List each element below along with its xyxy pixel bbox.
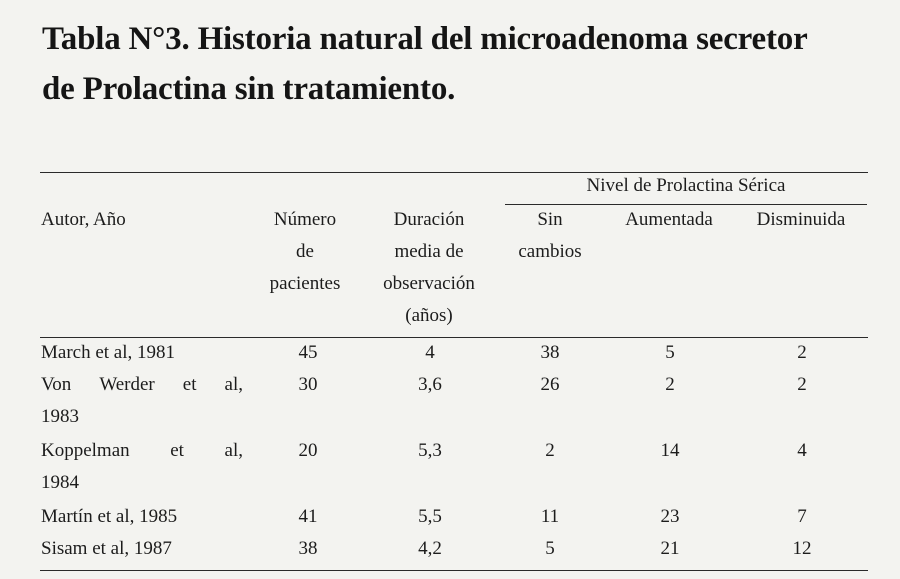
row-2-autor-line-1 — [41, 369, 243, 401]
row-2-autor-word-1: Von — [41, 374, 72, 395]
row-5-duracion: 4,2 — [418, 538, 442, 559]
row-3-autor-line-1 — [41, 435, 243, 467]
header-sin-cambios-line-1: Sin — [537, 209, 563, 230]
row-1-duracion: 4 — [425, 342, 435, 363]
header-numero-line-2: de — [296, 241, 314, 262]
row-2-aumentada: 2 — [665, 374, 675, 395]
row-3-aumentada: 14 — [660, 440, 680, 461]
row-2-autor-word-3: et — [182, 374, 197, 395]
row-2-numero: 30 — [298, 374, 318, 395]
header-sin-cambios — [505, 204, 595, 268]
row-4-disminuida: 7 — [797, 506, 807, 527]
header-disminuida: Disminuida — [756, 209, 846, 230]
header-numero-line-1: Número — [273, 209, 337, 230]
row-2-autor-line-2: 1983 — [41, 406, 79, 427]
row-3-autor-word-2: et — [170, 440, 184, 461]
header-duracion-line-4: (años) — [405, 305, 453, 326]
row-1-sin-cambios: 38 — [540, 342, 560, 363]
row-2-disminuida: 2 — [797, 374, 807, 395]
row-3-sin-cambios: 2 — [545, 440, 555, 461]
row-4-numero: 41 — [298, 506, 318, 527]
row-2-autor-word-4: al, — [224, 374, 243, 395]
row-4-autor: Martín et al, 1985 — [41, 506, 178, 527]
header-nivel-prolactina: Nivel de Prolactina Sérica — [586, 175, 786, 196]
row-3-autor-line-2: 1984 — [41, 472, 79, 493]
table-title-line-2: de Prolactina sin tratamiento. — [42, 71, 456, 107]
header-autor: Autor, Año — [41, 209, 126, 230]
table-bottom-rule — [40, 570, 868, 571]
header-aumentada: Aumentada — [625, 209, 713, 230]
header-duracion — [360, 204, 498, 332]
row-1-autor: March et al, 1981 — [41, 342, 176, 363]
row-5-numero: 38 — [298, 538, 318, 559]
row-2-sin-cambios: 26 — [540, 374, 560, 395]
row-2-autor — [41, 369, 243, 433]
header-numero-pacientes — [255, 204, 355, 300]
header-sin-cambios-line-2: cambios — [518, 241, 582, 262]
row-4-aumentada: 23 — [660, 506, 680, 527]
row-3-autor-word-1: Koppelman — [41, 440, 130, 461]
row-2-duracion: 3,6 — [418, 374, 442, 395]
header-duracion-line-2: media de — [394, 241, 464, 262]
header-duracion-line-1: Duración — [393, 209, 465, 230]
row-1-aumentada: 5 — [665, 342, 675, 363]
table-title-line-1: Tabla N°3. Historia natural del microadenoma secretor — [42, 21, 808, 57]
header-duracion-line-3: observación — [383, 273, 475, 294]
row-4-duracion: 5,5 — [418, 506, 442, 527]
row-3-disminuida: 4 — [797, 440, 807, 461]
row-1-numero: 45 — [298, 342, 318, 363]
row-3-duracion: 5,3 — [418, 440, 442, 461]
row-1-disminuida: 2 — [797, 342, 807, 363]
row-3-autor — [41, 435, 243, 499]
row-3-autor-word-3: al, — [224, 440, 243, 461]
row-2-autor-word-2: Werder — [99, 374, 155, 395]
row-4-sin-cambios: 11 — [540, 506, 560, 527]
row-5-aumentada: 21 — [660, 538, 680, 559]
row-3-numero: 20 — [298, 440, 318, 461]
row-5-sin-cambios: 5 — [545, 538, 555, 559]
header-numero-line-3: pacientes — [269, 273, 341, 294]
row-5-disminuida: 12 — [792, 538, 812, 559]
row-5-autor: Sisam et al, 1987 — [41, 538, 172, 559]
table-title — [42, 14, 892, 114]
